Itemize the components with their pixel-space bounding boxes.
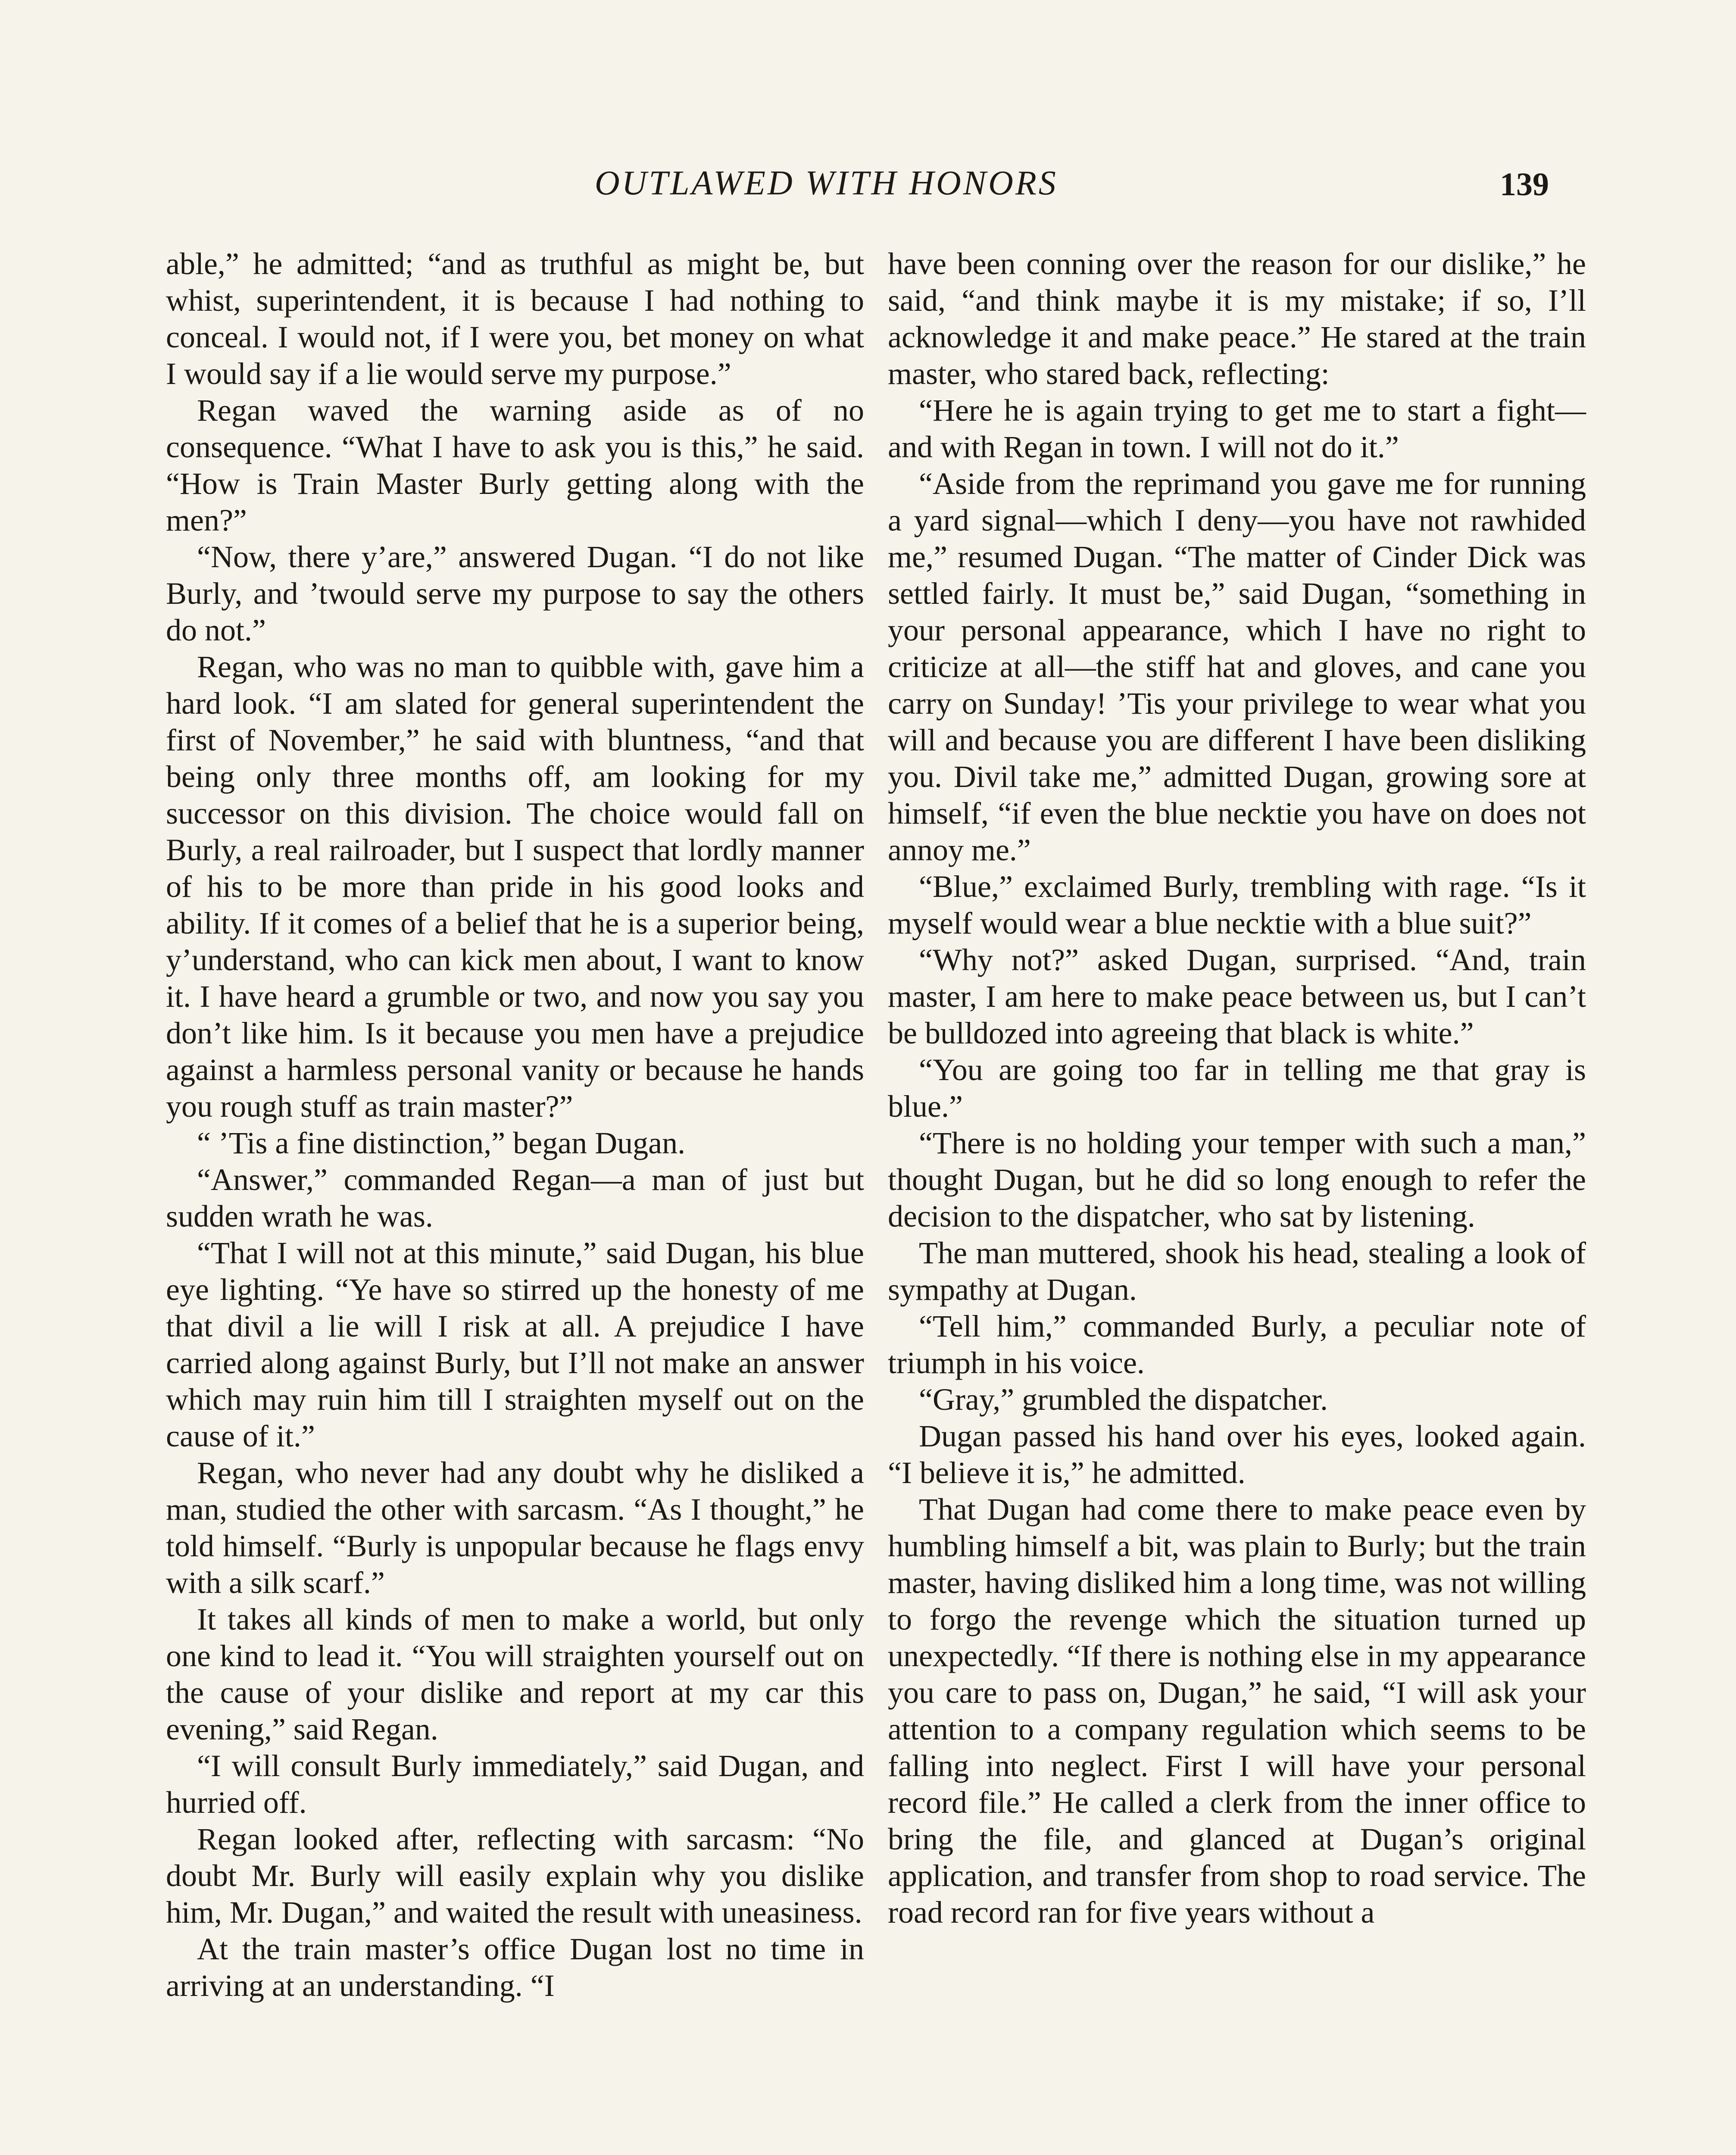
paragraph: “Gray,” grumbled the dispatcher. — [919, 1382, 1328, 1417]
paragraph: “There is no holding your temper with such a man,” thought Dugan, but he did so long enough to refer the decision to the dispatcher, who sat by listening. — [888, 1126, 1586, 1234]
paragraph: Regan looked after, reflecting with sarcasm: “No doubt Mr. Burly will easily explain why you dislike him, Mr. Dugan,” and waited the result with uneasiness. — [166, 1822, 864, 1930]
paragraph: “You are going too far in telling me that gray is blue.” — [888, 1053, 1586, 1124]
paragraph: “That I will not at this minute,” said Dugan, his blue eye lighting. “Ye have so stirred up the honesty of me that divil a lie will I risk at all. A prejudice I have carried along against Burly, but I’ll not make an answer which may ruin him till I straighten myself out on the cause of it.” — [166, 1236, 864, 1453]
paragraph: “Blue,” exclaimed Burly, trembling with rage. “Is it myself would wear a blue necktie with a blue suit?” — [888, 869, 1586, 940]
paragraph: “Aside from the reprimand you gave me for running a yard signal—which I deny—you have not rawhided me,” resumed Dugan. “The matter of Cinder Dick was settled fairly. It must be,” said Dugan, “something in your personal appearance, which I have no right to criticize at all—the stiff hat and gloves, and cane you carry on Sunday! ’Tis your privilege to wear what you will and because you are different I have been disliking you. Divil take me,” admitted Dugan, growing sore at himself, “if even the blue necktie you have on does not annoy me.” — [888, 466, 1586, 867]
paragraph: That Dugan had come there to make peace even by humbling himself a bit, was plain to Burly; but the train master, having disliked him a long time, was not willing to forgo the revenge which the situation turned up unexpectedly. “If there is nothing else in my appearance you care to pass on, Dugan,” he said, “I will ask your attention to a company regulation which seems to be falling into neglect. First I will have your personal record file.” He called a clerk from the inner office to bring the file, and glanced at Dugan’s original application, and transfer from shop to road service. The road record ran for five years without a — [888, 1492, 1586, 1930]
paragraph: have been conning over the reason for our dislike,” he said, “and think maybe it is my mistake; if so, I’ll acknowledge it and make peace.” He stared at the train master, who stared back, reflecting: — [888, 247, 1586, 391]
paragraph: Dugan passed his hand over his eyes, looked again. “I believe it is,” he admitted. — [888, 1419, 1586, 1490]
page-number: 139 — [1500, 166, 1549, 203]
paragraph: “I will consult Burly immediately,” said Dugan, and hurried off. — [166, 1749, 864, 1820]
paragraph: “Here he is again trying to get me to start a fight—and with Regan in town. I will not do it.” — [888, 393, 1586, 464]
paragraph: “ ’Tis a fine distinction,” began Dugan. — [197, 1126, 686, 1160]
right-column — [888, 246, 1586, 1931]
paragraph: Regan, who never had any doubt why he disliked a man, studied the other with sarcasm. “As I thought,” he told himself. “Burly is unpopular because he flags envy with a silk scarf.” — [166, 1455, 864, 1600]
left-column — [166, 246, 864, 2004]
paragraph: The man muttered, shook his head, stealing a look of sympathy at Dugan. — [888, 1236, 1586, 1307]
paragraph: “Now, there y’are,” answered Dugan. “I do not like Burly, and ’twould serve my purpose to say the others do not.” — [166, 540, 864, 647]
paragraph: able,” he admitted; “and as truthful as might be, but whist, superintendent, it is because I had nothing to conceal. I would not, if I were you, bet money on what I would say if a lie would serve my purpose.” — [166, 247, 864, 391]
paragraph: “Tell him,” commanded Burly, a peculiar note of triumph in his voice. — [888, 1309, 1586, 1380]
paragraph: “Why not?” asked Dugan, surprised. “And, train master, I am here to make peace between us, but I can’t be bulldozed into agreeing that black is white.” — [888, 943, 1586, 1050]
paragraph: Regan, who was no man to quibble with, gave him a hard look. “I am slated for general superintendent the first of November,” he said with bluntness, “and that being only three months off, am looking for my successor on this division. The choice would fall on Burly, a real railroader, but I suspect that lordly manner of his to be more than pride in his good looks and ability. If it comes of a belief that he is a superior being, y’understand, who can kick men about, I want to know it. I have heard a grumble or two, and now you say you don’t like him. Is it because you men have a prejudice against a harmless personal vanity or because he hands you rough stuff as train master?” — [166, 650, 864, 1124]
paragraph: It takes all kinds of men to make a world, but only one kind to lead it. “You will straighten yourself out on the cause of your dislike and report at my car this evening,” said Regan. — [166, 1602, 864, 1746]
paragraph: At the train master’s office Dugan lost no time in arriving at an understanding. “I — [166, 1932, 864, 2003]
paragraph: “Answer,” commanded Regan—a man of just but sudden wrath he was. — [166, 1162, 864, 1234]
running-title: OUTLAWED WITH HONORS — [595, 164, 1058, 202]
paragraph: Regan waved the warning aside as of no consequence. “What I have to ask you is this,” he said. “How is Train Master Burly getting along with the men?” — [166, 393, 864, 537]
